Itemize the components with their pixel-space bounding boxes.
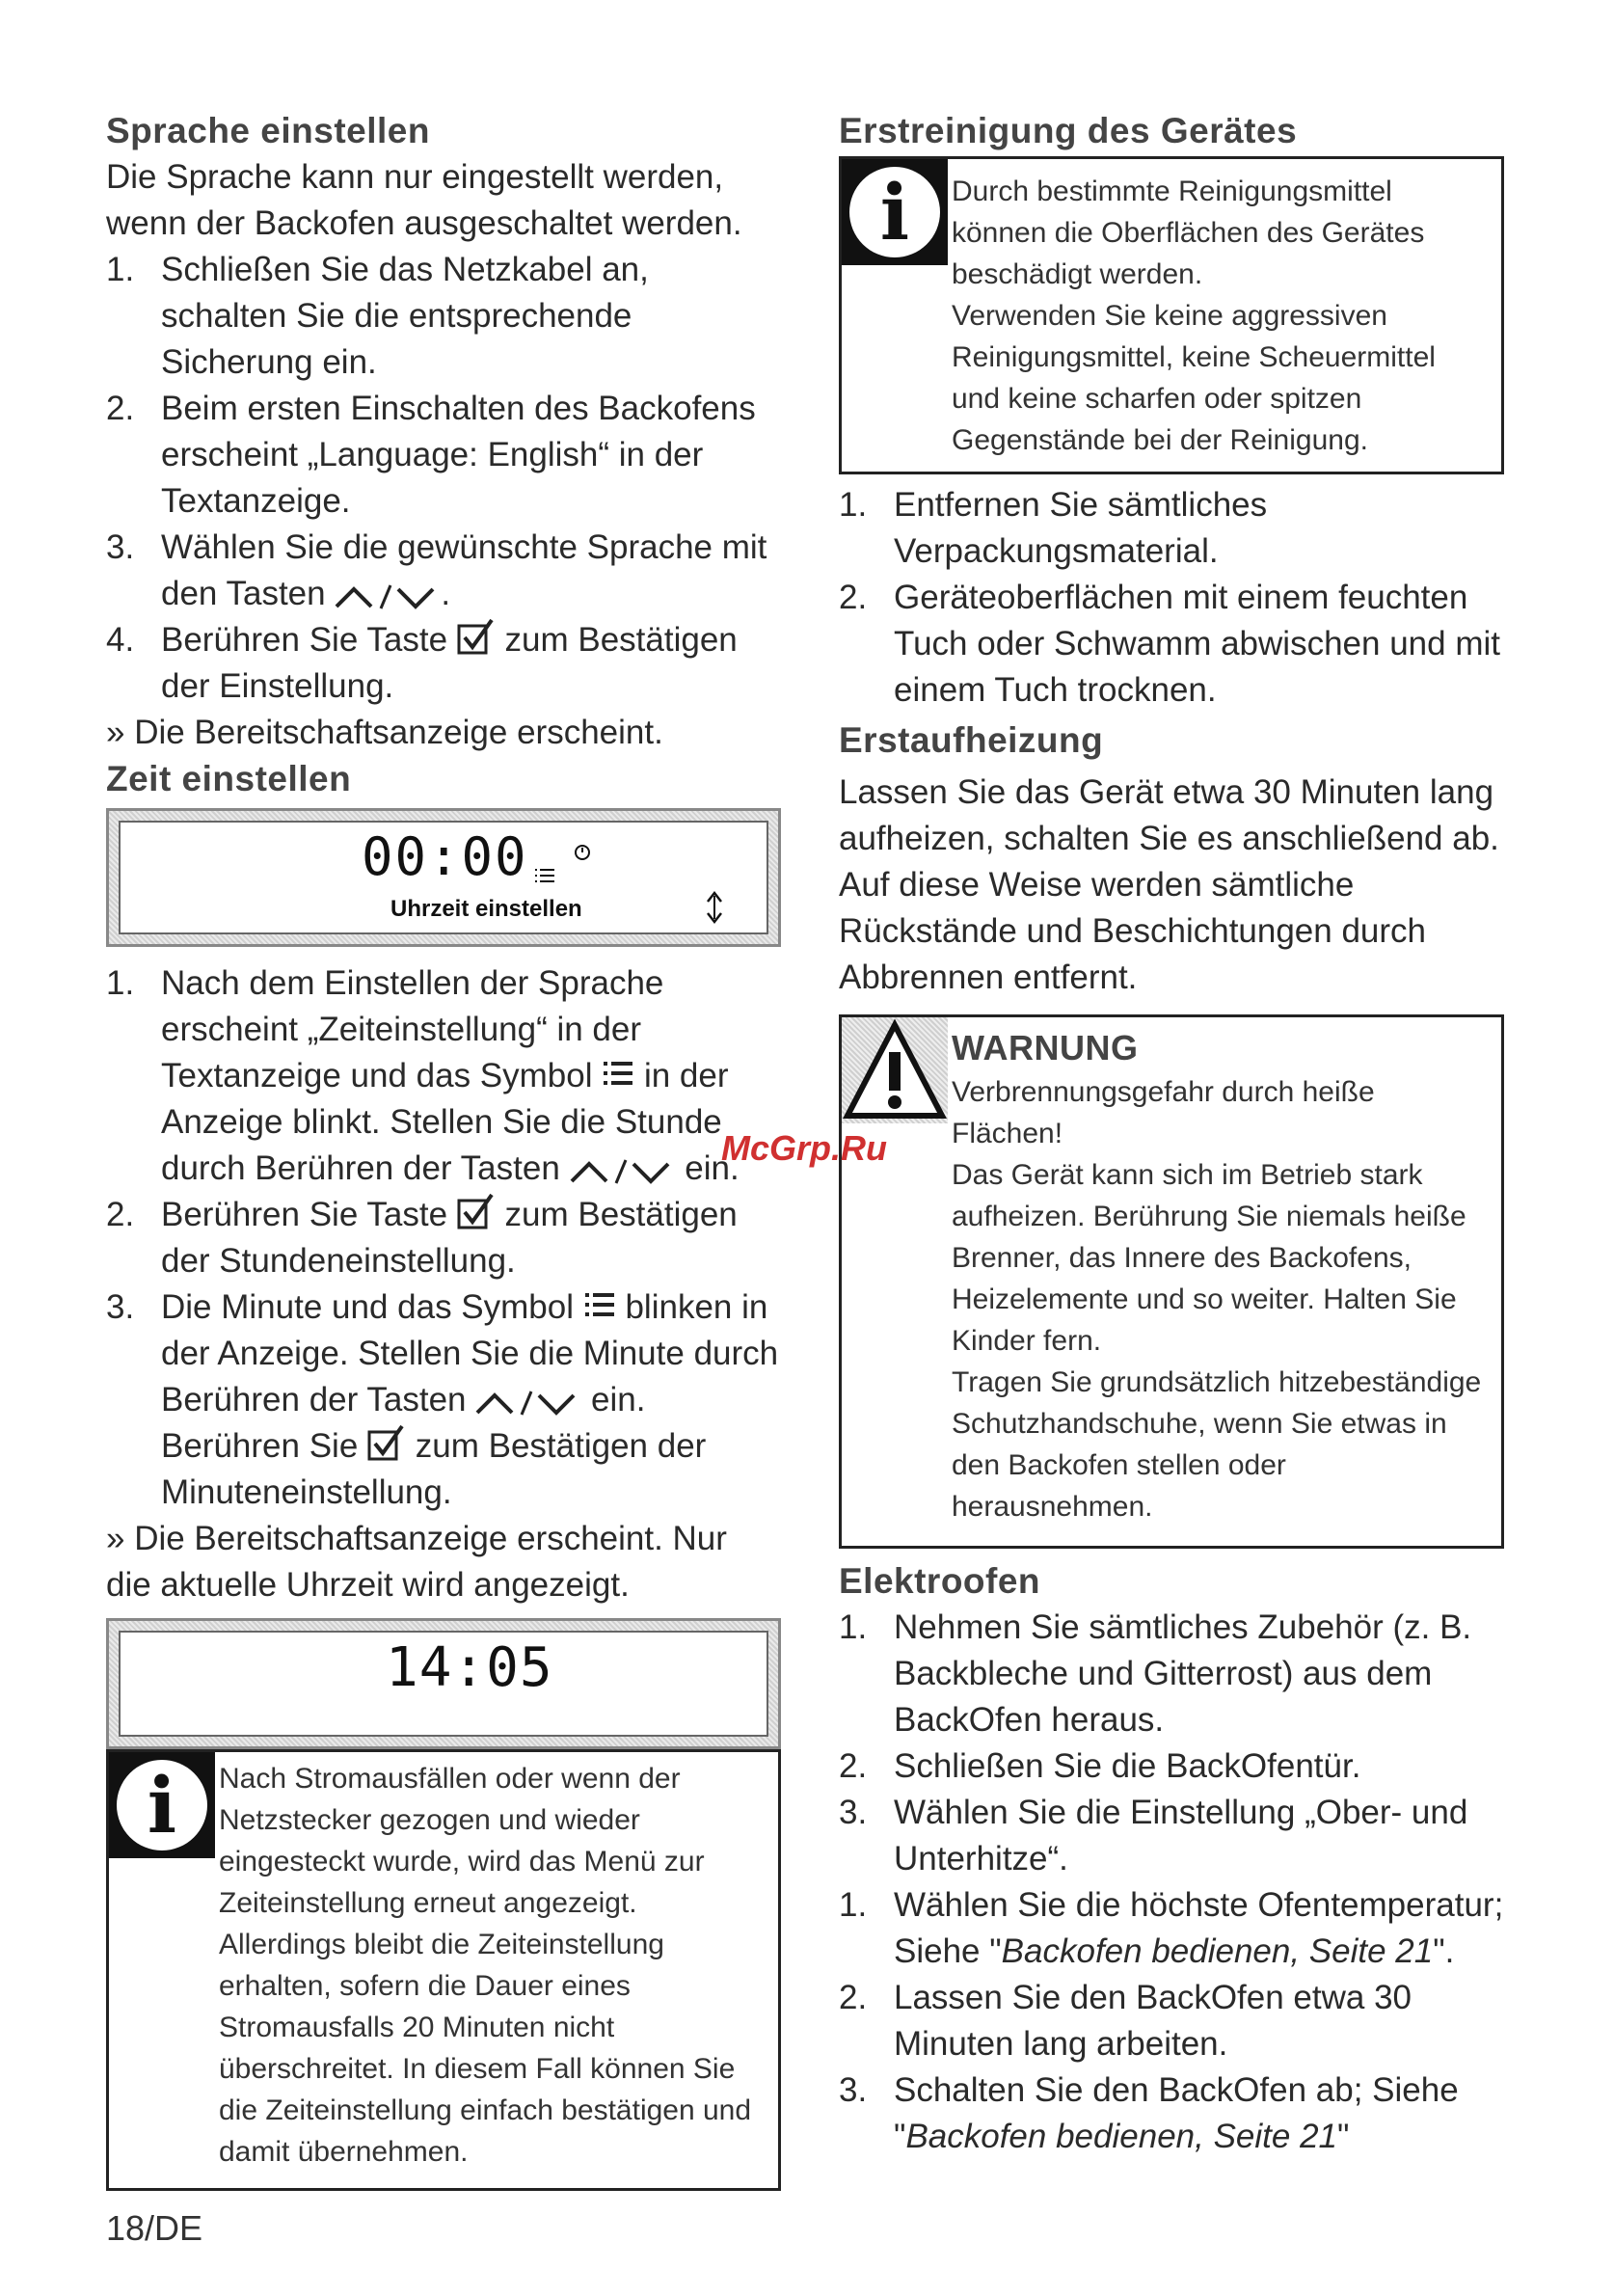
list-item: 2. Geräteoberflächen mit einem feuchten Tuch oder Schwamm abwischen und mit einem Tuch trocknen. <box>839 579 1500 709</box>
reinigung-steps <box>839 482 1504 714</box>
watermark: McGrp.Ru <box>721 1128 888 1168</box>
list-item: 1. Nehmen Sie sämtliches Zubehör (z. B. Backbleche und Gitterrost) aus dem BackOfen heraus. <box>839 1608 1472 1739</box>
result-text: » Die Bereitschaftsanzeige erscheint. <box>106 714 663 751</box>
display-time: 14:05 <box>386 1636 553 1699</box>
sprache-steps <box>106 247 781 710</box>
warning-title: WARNUNG <box>952 1028 1139 1067</box>
warning-box <box>839 1014 1504 1549</box>
warning-icon <box>842 1017 948 1123</box>
confirm-check-icon <box>457 1193 496 1229</box>
list-item: 3. Die Minute und das Symbol blinken in der Anzeige. Stellen Sie die Minute durch Berühren der Tasten ein. Berühren Sie zum Bestätigen der Minuteneinstellung. <box>106 1288 779 1511</box>
warning-content: WARNUNG Verbrennungsgefahr durch heiße Flächen! Das Gerät kann sich im Betrieb stark aufheizen. Berührung Sie niemals heiße Brenner, das Innere des Backofens, Heizelemente und so weiter. Halten Sie Kinder fern. Tragen Sie grundsätzlich hitzebeständige Schutzhandschuhe, wenn Sie etwas in den Backofen stellen oder herausnehmen. <box>952 1025 1488 1527</box>
info-icon: i <box>109 1752 215 1858</box>
list-item: 2. Lassen Sie den BackOfen etwa 30 Minuten lang arbeiten. <box>839 1979 1412 2063</box>
list-item: 1. Wählen Sie die höchste Ofentemperatur; Siehe "Backofen bedienen, Seite 21". <box>839 1886 1504 1970</box>
info-icon: i <box>842 159 948 265</box>
display-label: Uhrzeit einstellen <box>390 896 582 922</box>
heading-elektroofen: Elektroofen <box>839 1561 1041 1601</box>
heading-erstaufheizung: Erstaufheizung <box>839 720 1104 760</box>
list-item: 3. Wählen Sie die Einstellung „Ober- und Unterhitze“. <box>839 1794 1468 1877</box>
display-screen <box>119 1631 768 1737</box>
confirm-check-icon <box>457 618 496 655</box>
zeit-steps <box>106 960 781 1516</box>
display-time: 00:00 <box>362 826 528 887</box>
page-reference: Backofen bedienen, Seite 21 <box>905 2118 1338 2155</box>
up-down-indicator-icon <box>705 890 724 925</box>
clock-icon <box>574 844 591 861</box>
page-footer: 18/DE <box>106 2208 203 2248</box>
elektro-steps <box>839 1605 1504 2160</box>
result-text: » Die Bereitschaftsanzeige erscheint. Nur die aktuelle Uhrzeit wird angezeigt. <box>106 1520 727 1604</box>
list-item: 2. Berühren Sie Taste zum Bestätigen der Stundeneinstellung. <box>106 1192 781 1284</box>
list-item: 2. Beim ersten Einschalten des Backofens erscheint „Language: English“ in der Textanzeige. <box>106 390 756 520</box>
heading-erstreinigung: Erstreinigung des Gerätes <box>839 111 1298 150</box>
info-note-text: Nach Stromausfällen oder wenn der Netzstecker gezogen und wieder eingesteckt wurde, wird das Menü zur Zeiteinstellung erneut angezeigt. Allerdings bleibt die Zeiteinstellung erhalten, sofern die Dauer eines Stromausfalls 20 Minuten nicht überschreitet. In diesem Fall können Sie die Zeiteinstellung einfach bestätigen und damit übernehmen. <box>219 1763 752 2168</box>
confirm-check-icon <box>367 1424 406 1461</box>
info-note-text: Durch bestimmte Reinigungsmittel können die Oberflächen des Gerätes beschädigt werden. Verwenden Sie keine aggressiven Reinigungsmittel, keine Scheuermittel und keine scharfen oder spitzen Gegenstände bei der Reinigung. <box>952 176 1436 456</box>
list-item: 3. Schalten Sie den BackOfen ab; Siehe "Backofen bedienen, Seite 21" <box>839 2071 1459 2155</box>
list-item: 1. Schließen Sie das Netzkabel an, schalten Sie die entsprechende Sicherung ein. <box>106 251 649 381</box>
page-reference: Backofen bedienen, Seite 21 <box>1001 1932 1434 1970</box>
display-screen <box>119 821 768 934</box>
list-item: 2. Schließen Sie die BackOfentür. <box>839 1747 1361 1785</box>
menu-symbol-icon <box>602 1060 634 1089</box>
list-item: 1. Nach dem Einstellen der Sprache erscheint „Zeiteinstellung“ in der Textanzeige und das Symbol in der Anzeige blinkt. Stellen Sie die Stunde durch Berühren der Tasten ein. <box>106 964 740 1187</box>
menu-symbol-icon <box>583 1291 616 1320</box>
up-down-arrows-icon <box>475 1388 581 1417</box>
up-down-arrows-icon <box>335 581 441 610</box>
info-note-box <box>839 156 1504 474</box>
menu-symbol-icon <box>533 867 556 884</box>
list-item: 4. Berühren Sie Taste zum Bestätigen der Einstellung. <box>106 617 781 710</box>
list-item: 3. Wählen Sie die gewünschte Sprache mit den Tasten . <box>106 528 767 612</box>
left-column <box>106 108 781 2191</box>
info-note-box <box>106 1749 781 2191</box>
heading-zeit: Zeit einstellen <box>106 759 352 798</box>
heading-sprache: Sprache einstellen <box>106 111 430 150</box>
display-panel <box>106 1618 781 1749</box>
list-item: 1. Entfernen Sie sämtliches Verpackungsmaterial. <box>839 486 1268 570</box>
paragraph-erstaufheizung: Lassen Sie das Gerät etwa 30 Minuten lang aufheizen, schalten Sie es anschließend ab. Auf diese Weise werden sämtliche Rückstände und Beschichtungen durch Abbrennen entfernt. <box>839 773 1499 996</box>
up-down-arrows-icon <box>570 1156 676 1185</box>
display-panel <box>106 808 781 947</box>
right-column <box>839 108 1504 2160</box>
paragraph-sprache: Die Sprache kann nur eingestellt werden, wenn der Backofen ausgeschaltet werden. <box>106 158 742 242</box>
